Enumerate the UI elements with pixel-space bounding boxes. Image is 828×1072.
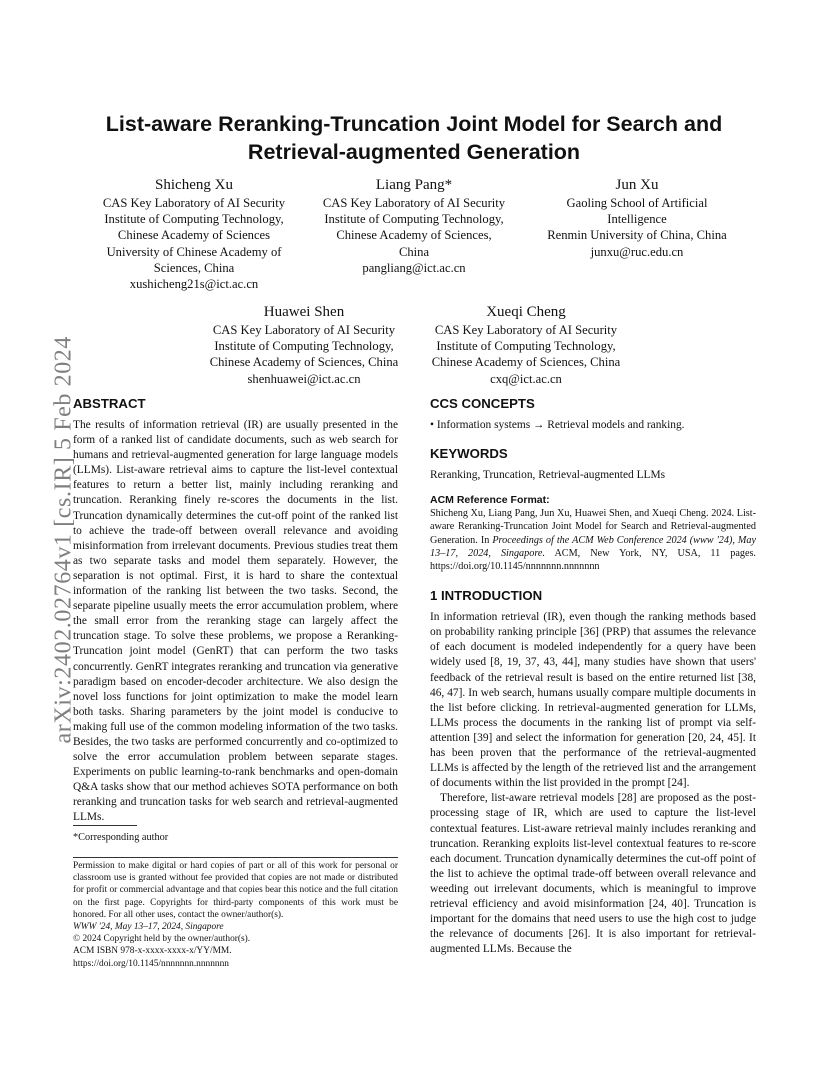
author-block (196, 302, 412, 387)
ref-format-text (430, 507, 756, 573)
author-name: Huawei Shen (263, 304, 345, 320)
author-affiliation: Chinese Academy of Sciences, China (209, 355, 399, 370)
author-affiliation: Institute of Computing Technology, (436, 339, 616, 354)
intro-paragraph: Therefore, list-aware retrieval models [28] are proposed as the post-processing stage of IR, which are used to capture the list-level contextual features. List-aware retrieval mainly includes reranking and truncation. Reranking exploits list-level contextual features to re-score each document. Truncation dynamically determines the cut-off point of the list to achieve the optimal trade-off between overall relevance and weeding out irrelevant documents, which is meaningful to improve retrieval efficiency and avoid misinformation [24, 40]. Truncation is important for the domains that need users to use the high cost to judge the relevance of documents [26]. It is also important for retrieval-augmented LLMs. Because the (430, 792, 756, 956)
venue-line: WWW '24, May 13–17, 2024, Singapore (73, 922, 224, 933)
intro-paragraph: In information retrieval (IR), even though the ranking methods based on probability ranking principle [36] (PRP) that assumes the relevance of each document is modeled independently for a query have been widely used [8, 19, 37, 43, 44], many studies have shown that users' feedback of the retrieval result is based on the entire returned list [38, 46, 47]. In web search, humans usually compare multiple documents in the list before clicking. In retrieval-augmented generation for LLMs, LLMs process the documents in the ranking list of prompt via self-attention [39] and select the information for generation [20, 24, 45]. It has been proven that the performance of the retrieval-augmented LLMs is affected by the length of the retrieved list and the arrangement of documents within the list provided in the prompt [24]. (430, 611, 756, 790)
permission-rule (73, 857, 398, 858)
footnote-rule (73, 825, 137, 826)
doi-line: https://doi.org/10.1145/nnnnnnn.nnnnnnn (73, 958, 229, 969)
permission-block (73, 860, 398, 970)
paper-title (60, 110, 768, 166)
abstract-text: The results of information retrieval (IR) are usually presented in the form of a ranked list of candidate documents, such as web search for humans and retrieval-augmented generation for large language models (LLMs). List-aware retrieval aims to capture the list-level contextual features to return a better list, mainly including reranking and truncation. Reranking finely re-scores the documents in the list. Truncation dynamically determines the cut-off point of the ranked list to achieve the trade-off between overall relevance and avoiding misinformation from irrelevant documents. Previous studies treat them as two separate tasks and model them separately. However, the separation is not optimal. First, it is hard to share the contextual information of the ranking list between the two tasks. Second, the separate pipeline usually meets the error accumulation problem, where the small error from the reranking stage can largely affect the truncation stage. To solve these problems, we propose a Reranking-Truncation joint model (GenRT) that can perform the two tasks concurrently. GenRT integrates reranking and truncation via generative paradigm based on encoder-decoder architecture. We also design the novel loss functions for joint optimization to make the model learn both tasks. Sharing parameters by the joint model is conducive to making full use of the common modeling information of the two tasks. Besides, the two tasks are performed concurrently and co-optimized to solve the error accumulation problem between separate stages. Experiments on public learning-to-rank benchmarks and open-domain Q&A tasks show that our method achieves SOTA performance on both reranking and truncation tasks for web search and retrieval-augmented LLMs. (73, 419, 398, 824)
author-name: Jun Xu (615, 177, 659, 193)
ref-format-proceedings: Proceedings of the ACM Web Conference 2024 (www '24), May 13–17, 2024, Singapore. (430, 534, 756, 559)
author-affiliation: CAS Key Laboratory of AI Security (212, 323, 396, 337)
arxiv-identifier: arXiv:2402.02764v1 [cs.IR] 5 Feb 2024 (50, 336, 77, 744)
author-email: cxq@ict.ac.cn (490, 371, 562, 386)
ref-format-part: Shicheng Xu, Liang Pang, Jun Xu, Huawei Shen, and Xueqi Cheng. 2024. List-aware Reranking-Truncation Joint Model for Search and Retrieval-augmented Generation. In (430, 508, 756, 546)
author-affiliation: Institute of Computing Technology, (104, 212, 284, 227)
author-name: Liang Pang* (375, 177, 453, 193)
keywords-text: Reranking, Truncation, Retrieval-augmented LLMs (430, 469, 666, 482)
introduction-heading: 1 INTRODUCTION (430, 588, 543, 604)
author-affiliation: CAS Key Laboratory of AI Security (434, 323, 618, 337)
author-name: Xueqi Cheng (486, 304, 566, 320)
author-email: xushicheng21s@ict.ac.cn (129, 277, 259, 292)
author-email: junxu@ruc.edu.cn (590, 244, 684, 259)
author-affiliation: University of Chinese Academy of (106, 244, 282, 259)
author-affiliation: Institute of Computing Technology, (214, 339, 394, 354)
right-column (430, 395, 756, 957)
author-email: pangliang@ict.ac.cn (362, 260, 466, 275)
title-line-2: Retrieval-augmented Generation (247, 140, 581, 164)
abstract-heading: ABSTRACT (73, 396, 146, 411)
permission-text: Permission to make digital or hard copies of part or all of this work for personal or classroom use is granted without fee provided that copies are not made or distributed for profit or commercial advantage and that copies bear this notice and the full citation on the first page. Copyrights for third-party components of this work must be honored. For all other uses, contact the owner/author(s). (73, 861, 398, 920)
ref-format-part: ACM, New York, NY, USA, 11 pages. https://doi.org/10.1145/nnnnnnn.nnnnnnn (430, 547, 756, 572)
author-affiliation: Renmin University of China, China (547, 228, 727, 243)
ccs-heading: CCS CONCEPTS (430, 396, 535, 411)
author-affiliation: Chinese Academy of Sciences (117, 228, 271, 243)
author-affiliation: Sciences, China (153, 260, 235, 275)
isbn-line: ACM ISBN 978-x-xxxx-xxxx-x/YY/MM. (73, 946, 232, 957)
author-block (306, 175, 522, 276)
author-block (418, 302, 634, 387)
author-affiliation: China (398, 244, 430, 259)
author-affiliation: CAS Key Laboratory of AI Security (322, 196, 506, 210)
author-block (86, 175, 302, 292)
author-affiliation: Chinese Academy of Sciences, (336, 228, 492, 243)
author-affiliation: CAS Key Laboratory of AI Security (102, 196, 286, 210)
abstract-section (73, 395, 398, 826)
author-email: shenhuawei@ict.ac.cn (247, 371, 361, 386)
author-name: Shicheng Xu (155, 177, 233, 193)
ref-format-heading: ACM Reference Format: (430, 494, 550, 507)
author-block (530, 175, 744, 260)
author-affiliation: Intelligence (607, 212, 667, 227)
copyright-line: © 2024 Copyright held by the owner/author(s). (73, 934, 251, 945)
author-affiliation: Institute of Computing Technology, (324, 212, 504, 227)
footnote: *Corresponding author (73, 832, 169, 843)
ccs-text: • Information systems → Retrieval models and ranking. (430, 419, 685, 431)
author-affiliation: Chinese Academy of Sciences, China (431, 355, 621, 370)
author-affiliation: Gaoling School of Artificial (566, 196, 708, 210)
title-line-1: List-aware Reranking-Truncation Joint Model for Search and (105, 112, 723, 136)
keywords-heading: KEYWORDS (430, 446, 508, 462)
